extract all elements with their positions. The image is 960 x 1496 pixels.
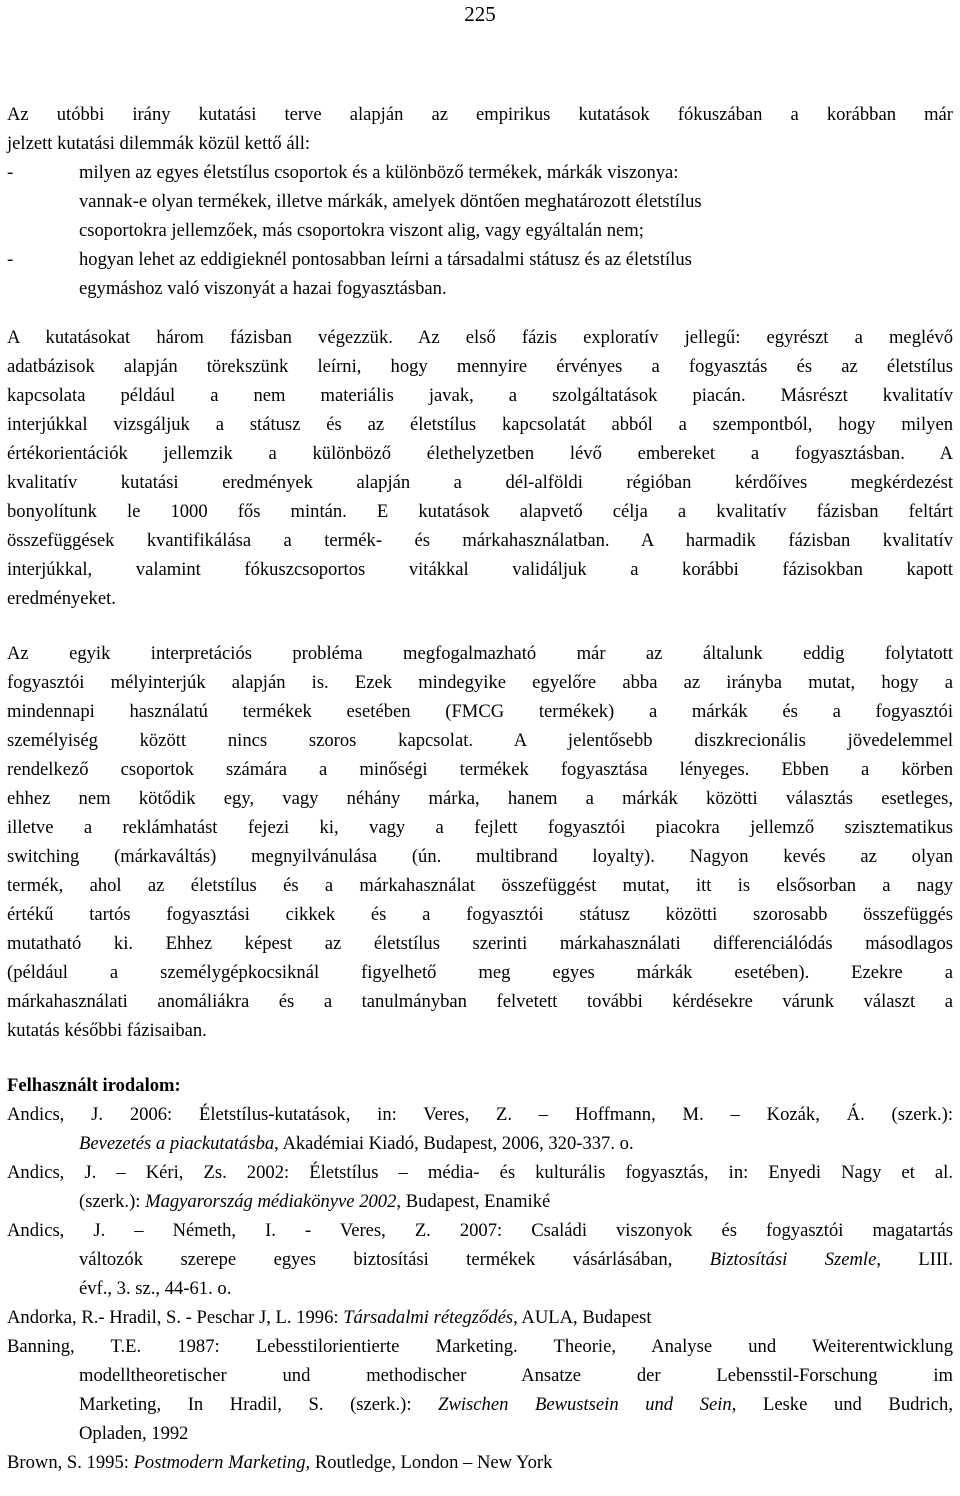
list-line: vannak-e olyan termékek, illetve márkák, amelyek döntően meghatározott életstílus	[79, 191, 702, 212]
list-line: csoportokra jellemzőek, más csoportokra viszont alig, vagy egyáltalán nem;	[79, 220, 644, 241]
reference-entry	[7, 1303, 953, 1332]
reference-title: Magyarország médiakönyve 2002	[145, 1191, 397, 1212]
paragraph-line: (például a személygépkocsiknál figyelhető meg egyes márkák esetében). Ezekre a	[7, 962, 953, 983]
list-line: milyen az egyes életstílus csoportok és a különböző termékek, márkák viszonya:	[79, 162, 679, 183]
reference-entry	[7, 1100, 953, 1158]
reference-line: Opladen, 1992	[79, 1423, 189, 1444]
paragraph-line: bonyolítunk le 1000 fős mintán. E kutatások alapvető célja a kvalitatív fázisban feltárt	[7, 501, 953, 522]
reference-line: változók szerepe egyes biztosítási termékek vásárlásában, Biztosítási Szemle, LIII.	[79, 1249, 953, 1270]
reference-line: Banning, T.E. 1987: Lebesstilorientierte Marketing. Theorie, Analyse und Weiterentwicklung	[7, 1336, 953, 1357]
reference-title: Postmodern Marketing	[133, 1452, 306, 1473]
paragraph-line: fogyasztói mélyinterjúk alapján is. Ezek mindegyike egyelőre abba az irányba mutat, hogy a	[7, 672, 953, 693]
paragraph-line: adatbázisok alapján törekszünk leírni, hogy mennyire érvényes a fogyasztás és az életstílus	[7, 356, 953, 377]
list-item-text	[79, 158, 953, 245]
intro-paragraph	[7, 100, 953, 158]
reference-line: Brown, S. 1995: Postmodern Marketing, Routledge, London – New York	[7, 1452, 553, 1473]
paragraph-line: kvalitatív kutatási eredmények alapján a dél-alföldi régióban kérdőíves megkérdezést	[7, 472, 953, 493]
intro-line: jelzett kutatási dilemmák közül kettő áll:	[7, 133, 311, 154]
paragraph-line: interjúkkal, valamint fókuszcsoportos vitákkal validáljuk a korábbi fázisokban kapott	[7, 559, 953, 580]
paragraph-phases	[7, 323, 953, 613]
paragraph-line: switching (márkaváltás) megnyilvánulása (ún. multibrand loyalty). Nagyon kevés az olyan	[7, 846, 953, 867]
paragraph-line: kapcsolata például a nem materiális javak, a szolgáltatások piacán. Másrészt kvalitatív	[7, 385, 953, 406]
paragraph-line: személyiség között nincs szoros kapcsolat. A jelentősebb diszkrecionális jövedelemmel	[7, 730, 953, 751]
paragraph-line: mindennapi használatú termékek esetében (FMCG termékek) a márkák és a fogyasztói	[7, 701, 953, 722]
reference-line: (szerk.): Magyarország médiakönyve 2002, Budapest, Enamiké	[79, 1191, 551, 1212]
paragraph-line: Az egyik interpretációs probléma megfogalmazható már az általunk eddig folytatott	[7, 643, 953, 664]
paragraph-line: eredményeket.	[7, 588, 116, 609]
reference-entry	[7, 1448, 953, 1477]
reference-line: Bevezetés a piackutatásba, Akadémiai Kiadó, Budapest, 2006, 320-337. o.	[79, 1133, 634, 1154]
paragraph-line: illetve a reklámhatást fejezi ki, vagy a fejlett fogyasztói piacokra jellemző szisztematikus	[7, 817, 953, 838]
list-line: egymáshoz való viszonyát a hazai fogyasztásban.	[79, 278, 447, 299]
reference-line: modelltheoretischer und methodischer Ansatze der Lebensstil-Forschung im	[79, 1365, 953, 1386]
list-item-text	[79, 245, 953, 303]
list-line: hogyan lehet az eddigieknél pontosabban leírni a társadalmi státusz és az életstílus	[79, 249, 692, 270]
reference-title: Biztosítási Szemle	[709, 1249, 877, 1270]
paragraph-line: A kutatásokat három fázisban végezzük. Az első fázis exploratív jellegű: egyrészt a meglévő	[7, 327, 953, 348]
list-dash: -	[7, 249, 14, 270]
reference-title: Társadalmi rétegződés	[343, 1307, 514, 1328]
list-dash: -	[7, 162, 14, 183]
page-number: 225	[464, 2, 496, 26]
reference-line: Marketing, In Hradil, S. (szerk.): Zwischen Bewustsein und Sein, Leske und Budrich,	[79, 1394, 953, 1415]
paragraph-line: mutatható ki. Ehhez képest az életstílus szerinti márkahasználati differenciálódás másodlagos	[7, 933, 953, 954]
intro-line: Az utóbbi irány kutatási terve alapján az empirikus kutatások fókuszában a korábban már	[7, 104, 953, 125]
paragraph-line: kutatás későbbi fázisaiban.	[7, 1020, 207, 1041]
reference-entry	[7, 1158, 953, 1216]
reference-title: Zwischen Bewustsein und Sein	[438, 1394, 732, 1415]
reference-entry	[7, 1216, 953, 1303]
reference-line: Andics, J. 2006: Életstílus-kutatások, in: Veres, Z. – Hoffmann, M. – Kozák, Á. (szerk.):	[7, 1104, 953, 1125]
reference-line: Andics, J. – Németh, I. - Veres, Z. 2007: Családi viszonyok és fogyasztói magatartás	[7, 1220, 953, 1241]
reference-entry	[7, 1332, 953, 1448]
paragraph-line: termék, ahol az életstílus és a márkahasználat összefüggést mutat, itt is elsősorban a nagy	[7, 875, 953, 896]
list-item	[7, 158, 953, 245]
reference-line: Andorka, R.- Hradil, S. - Peschar J, L. 1996: Társadalmi rétegződés, AULA, Budapest	[7, 1307, 652, 1328]
paragraph-line: értékorientációk jellemzik a különböző élethelyzetben lévő embereket a fogyasztásban. A	[7, 443, 953, 464]
references-heading: Felhasznált irodalom:	[7, 1075, 181, 1096]
paragraph-line: ehhez nem kötődik egy, vagy néhány márka, hanem a márkák közötti választás esetleges,	[7, 788, 953, 809]
document-body	[7, 100, 953, 1477]
reference-title: Bevezetés a piackutatásba	[79, 1133, 275, 1154]
reference-line: Andics, J. – Kéri, Zs. 2002: Életstílus – média- és kulturális fogyasztás, in: Enyedi Nagy et al.	[7, 1162, 953, 1183]
paragraph-line: értékű tartós fogyasztási cikkek és a fogyasztói státusz közötti szorosabb összefüggés	[7, 904, 953, 925]
reference-line: évf., 3. sz., 44-61. o.	[79, 1278, 232, 1299]
list-item	[7, 245, 953, 303]
paragraph-line: interjúkkal vizsgáljuk a státusz és az életstílus kapcsolatát abból a szempontból, hogy milyen	[7, 414, 953, 435]
paragraph-line: összefüggések kvantifikálása a termék- és márkahasználatban. A harmadik fázisban kvalitatív	[7, 530, 953, 551]
paragraph-line: rendelkező csoportok számára a minőségi termékek fogyasztása lényeges. Ebben a körben	[7, 759, 953, 780]
paragraph-interpretation	[7, 639, 953, 1045]
paragraph-line: márkahasználati anomáliákra és a tanulmányban felvetett további kérdésekre várunk választ a	[7, 991, 953, 1012]
